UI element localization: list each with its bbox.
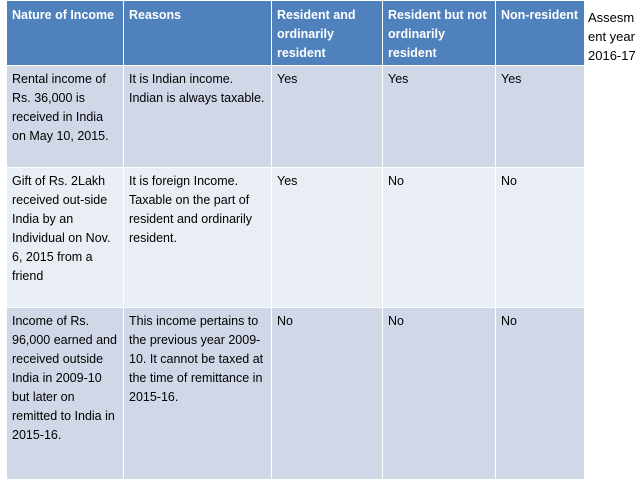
income-table (6, 0, 585, 479)
cell-resident-not-ordinarily: No (383, 168, 496, 308)
cell-resident-not-ordinarily: Yes (383, 66, 496, 168)
cell-resident-not-ordinarily: No (383, 308, 496, 479)
cell-non-resident: No (496, 168, 585, 308)
assessment-year-note: Assesment year 2016-17 (588, 10, 636, 63)
cell-non-resident: Yes (496, 66, 585, 168)
table-header-row (7, 1, 585, 66)
table-row (7, 168, 585, 308)
table-row (7, 308, 585, 479)
cell-reason: It is foreign Income. Taxable on the part of resident and ordinarily resident. (124, 168, 272, 308)
cell-non-resident: No (496, 308, 585, 479)
cell-resident-ordinarily: Yes (272, 66, 383, 168)
table-row (7, 66, 585, 168)
header-resident-not-ordinarily: Resident but not ordinarily resident (383, 1, 496, 66)
header-nature-of-income: Nature of Income (7, 1, 124, 66)
cell-resident-ordinarily: Yes (272, 168, 383, 308)
cell-reason: This income pertains to the previous year 2009-10. It cannot be taxed at the time of remittance in 2015-16. (124, 308, 272, 479)
cell-reason: It is Indian income. Indian is always taxable. (124, 66, 272, 168)
cell-nature: Gift of Rs. 2Lakh received out-side India by an Individual on Nov. 6, 2015 from a friend (7, 168, 124, 308)
cell-resident-ordinarily: No (272, 308, 383, 479)
header-reasons: Reasons (124, 1, 272, 66)
cell-nature: Income of Rs. 96,000 earned and received outside India in 2009-10 but later on remitted to India in 2015-16. (7, 308, 124, 479)
cell-nature: Rental income of Rs. 36,000 is received in India on May 10, 2015. (7, 66, 124, 168)
header-resident-ordinarily: Resident and ordinarily resident (272, 1, 383, 66)
header-non-resident: Non-resident (496, 1, 585, 66)
